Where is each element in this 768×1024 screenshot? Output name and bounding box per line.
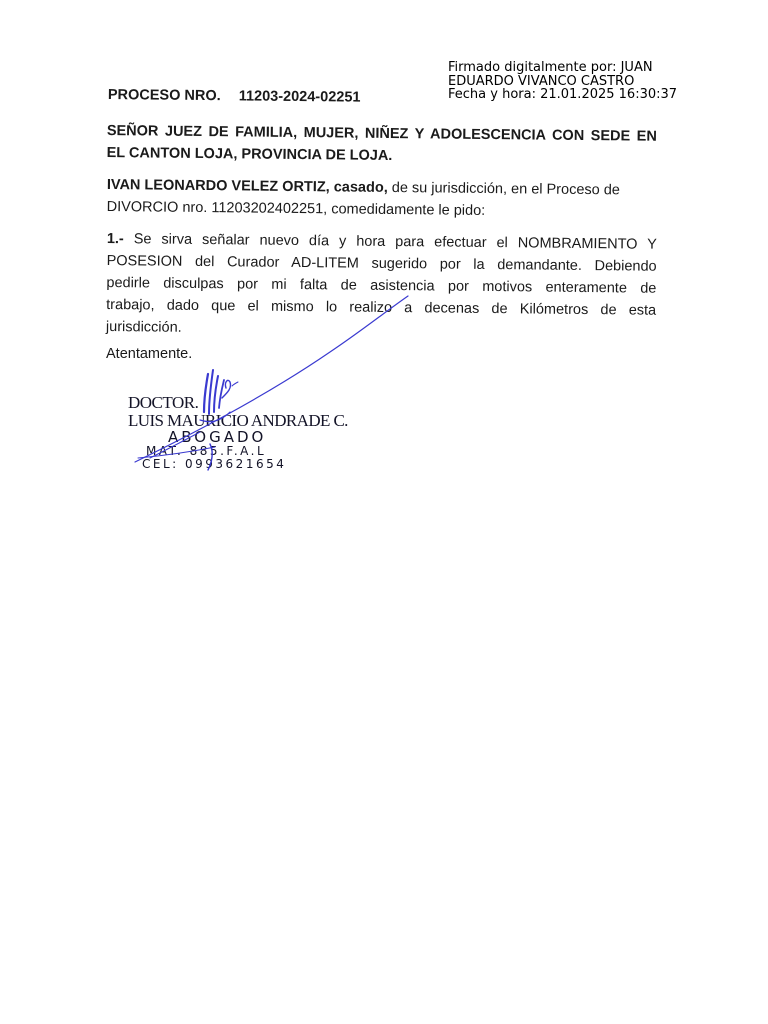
case-label: PROCESO NRO. xyxy=(107,87,221,105)
case-number-heading xyxy=(108,87,361,106)
digital-signature-stamp xyxy=(448,61,677,102)
request-line-5: jurisdicción. xyxy=(105,318,182,336)
request-line-2: POSESION del Curador AD-LITEM sugerido por la demandante. Debiendo xyxy=(106,252,657,275)
request-line-3: pedirle disculpas por mi falta de asistencia por motivos enteramente de xyxy=(106,274,657,297)
request-line-4: trabajo, dado que el mismo lo realizo a decenas de Kilómetros de esta xyxy=(106,296,657,319)
lawyer-stamp xyxy=(128,394,348,471)
intro-line-2: DIVORCIO nro. 11203202402251, comedidamente le pido: xyxy=(106,198,486,219)
stamp-phone: CEL: 0993621654 xyxy=(142,457,287,471)
addressee-line-2: EL CANTON LOJA, PROVINCIA DE LOJA. xyxy=(106,144,393,164)
addressee-line-1: SEÑOR JUEZ DE FAMILIA, MUJER, NIÑEZ Y ADOLESCENCIA CON SEDE EN xyxy=(106,122,657,145)
request-number: 1.- xyxy=(106,230,124,248)
request-paragraph xyxy=(106,228,657,344)
stamp-role: ABOGADO xyxy=(168,428,267,446)
petitioner-name: IVAN LEONARDO VELEZ ORTIZ, casado, xyxy=(106,176,388,196)
request-text-1: Se sirva señalar nuevo día y hora para efectuar el NOMBRAMIENTO Y xyxy=(123,231,657,253)
stamp-name: LUIS MAURICIO ANDRADE C. xyxy=(128,411,348,430)
signature-line-2: EDUARDO VIVANCO CASTRO xyxy=(448,73,635,89)
case-number: 11203-2024-02251 xyxy=(238,88,361,106)
stamp-registration: MAT. 885.F.A.L xyxy=(146,444,267,458)
signature-line-1: Firmado digitalmente por: JUAN xyxy=(448,60,653,75)
closing-text: Atentamente. xyxy=(106,346,193,362)
signature-date: Fecha y hora: 21.01.2025 16:30:37 xyxy=(448,87,678,102)
intro-rest: de su jurisdicción, en el Proceso de xyxy=(387,179,620,199)
stamp-title: DOCTOR. xyxy=(128,393,199,412)
intro-paragraph xyxy=(107,174,657,224)
addressee-paragraph xyxy=(107,120,657,170)
